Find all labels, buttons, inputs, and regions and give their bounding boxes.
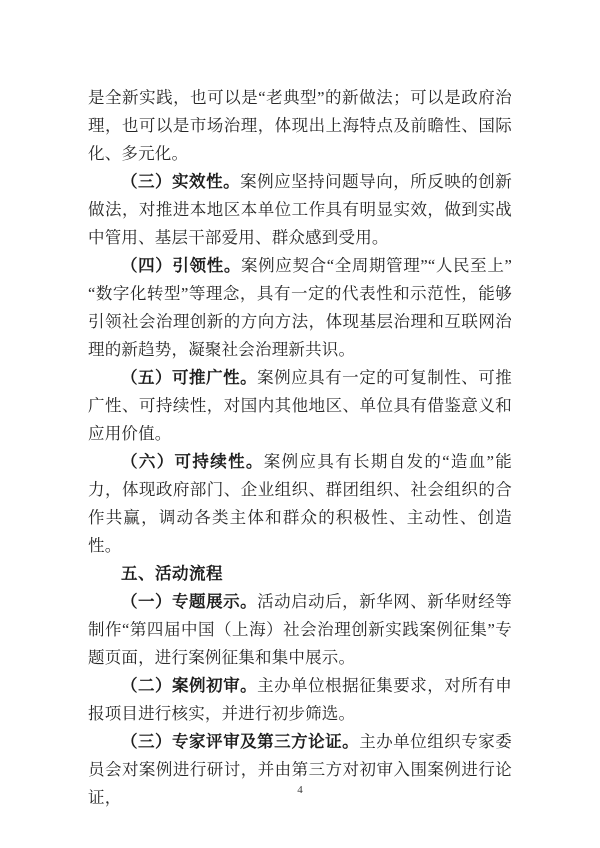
paragraph <box>88 168 512 252</box>
paragraph <box>88 84 512 168</box>
paragraph-text: 案例应具有一定的可复制性、可推广性、可持续性，对国内其他地区、单位具有借鉴意义和应用价值。 <box>88 368 512 443</box>
paragraph-lead: （二）案例初审。 <box>121 676 258 695</box>
paragraph-lead: （六）可持续性。 <box>121 452 264 471</box>
paragraph <box>88 364 512 448</box>
page-number: 4 <box>297 784 303 796</box>
document-body <box>88 84 512 812</box>
paragraph-lead: （三）专家评审及第三方论证。 <box>121 732 360 751</box>
paragraph <box>88 588 512 672</box>
paragraph-text: 是全新实践，也可以是“老典型”的新做法；可以是政府治理，也可以是市场治理，体现出上海特点及前瞻性、国际化、多元化。 <box>88 88 512 163</box>
paragraph-lead: （三）实效性。 <box>121 172 241 191</box>
paragraph-text: 案例应坚持问题导向，所反映的创新做法，对推进本地区本单位工作具有明显实效，做到实战中管用、基层干部爱用、群众感到受用。 <box>88 172 512 247</box>
section-heading <box>88 560 512 588</box>
paragraph-lead: （一）专题展示。 <box>121 592 258 611</box>
paragraph-lead: （四）引领性。 <box>121 256 242 275</box>
paragraph <box>88 448 512 560</box>
page-footer <box>0 780 600 798</box>
paragraph-text: 活动启动后，新华网、新华财经等制作“第四届中国（上海）社会治理创新实践案例征集”专题页面，进行案例征集和集中展示。 <box>88 592 512 667</box>
paragraph-text: 案例应具有长期自发的“造血”能力，体现政府部门、企业组织、群团组织、社会组织的合作共赢，调动各类主体和群众的积极性、主动性、创造性。 <box>88 452 512 555</box>
paragraph <box>88 252 512 364</box>
paragraph-lead: （五）可推广性。 <box>121 368 258 387</box>
paragraph-text: 主办单位根据征集要求，对所有申报项目进行核实，并进行初步筛选。 <box>88 676 512 723</box>
heading-text: 五、活动流程 <box>121 564 223 583</box>
paragraph <box>88 672 512 728</box>
paragraph-text: 主办单位组织专家委员会对案例进行研讨，并由第三方对初审入围案例进行论证， <box>88 732 512 807</box>
paragraph <box>88 728 512 812</box>
paragraph-text: 案例应契合“全周期管理”“人民至上”“数字化转型”等理念，具有一定的代表性和示范性，能够引领社会治理创新的方向方法，体现基层治理和互联网治理的新趋势，凝聚社会治理新共识。 <box>88 256 512 359</box>
